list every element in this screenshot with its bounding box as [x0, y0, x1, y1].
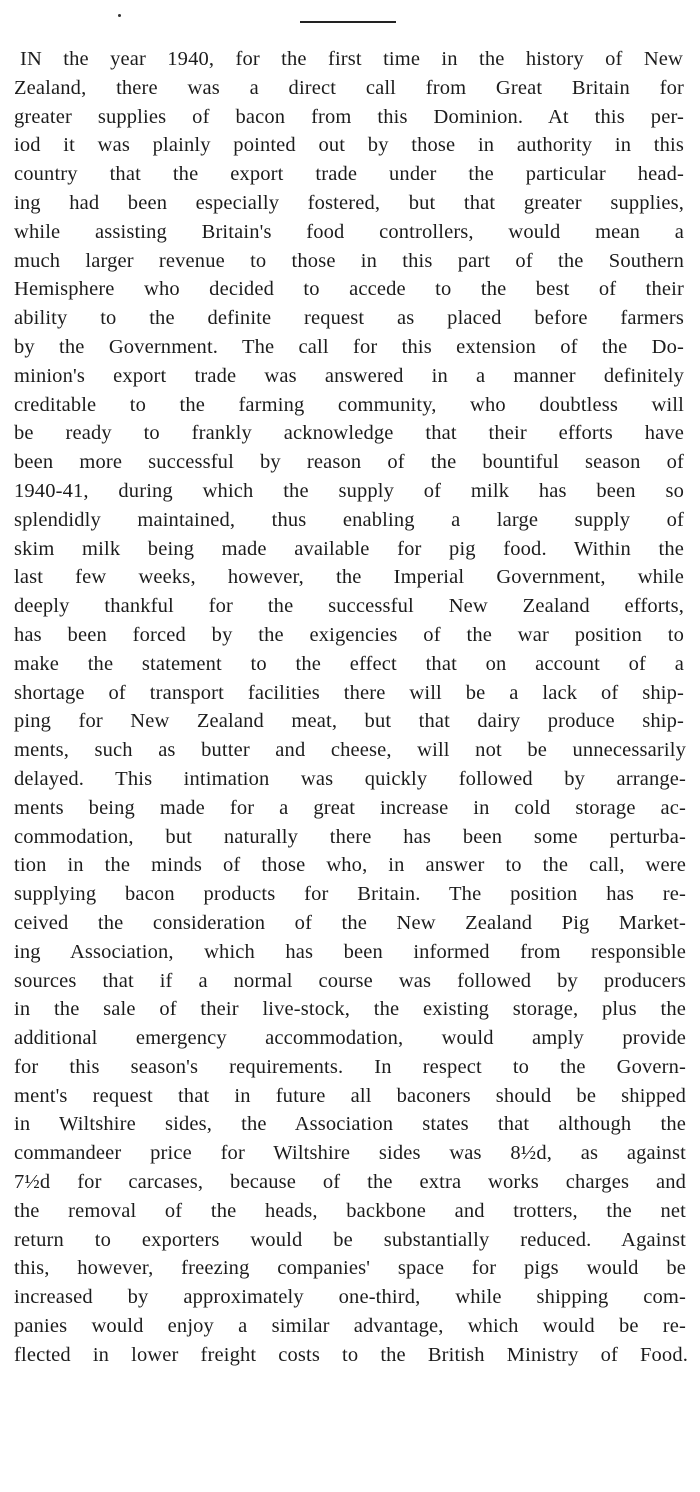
text-line: flected in lower freight costs to the British Ministry of Food. [14, 1343, 688, 1366]
text-line: panies would enjoy a similar advantage, which would be re- [14, 1315, 686, 1338]
text-line: ment's request that in future all baconers should be shipped [14, 1084, 686, 1107]
text-line: ments, such as butter and cheese, will not be unnecessarily [14, 739, 686, 762]
text-line: return to exporters would be substantially reduced. Against [14, 1228, 686, 1251]
text-line: commandeer price for Wiltshire sides was 8½d, as against [14, 1142, 686, 1165]
text-line: 7½d for carcases, because of the extra works charges and [14, 1171, 686, 1194]
section-divider-rule [300, 21, 396, 23]
text-line: much larger revenue to those in this part of the Southern [14, 249, 684, 272]
text-line: additional emergency accommodation, would amply provide [14, 1027, 686, 1050]
text-line: minion's export trade was answered in a manner definitely [14, 364, 684, 387]
text-line: commodation, but naturally there has been some perturba- [14, 825, 686, 848]
text-line: this, however, freezing companies' space for pigs would be [14, 1257, 686, 1280]
text-line: supplying bacon products for Britain. The position has re- [14, 883, 686, 906]
text-line: skim milk being made available for pig food. Within the [14, 537, 684, 560]
text-line: ceived the consideration of the New Zealand Pig Market- [14, 911, 686, 934]
text-line: make the statement to the effect that on account of a [14, 652, 684, 675]
text-line: deeply thankful for the successful New Zealand efforts, [14, 595, 684, 618]
ink-speck [118, 14, 121, 17]
text-line: tion in the minds of those who, in answer to the call, were [14, 854, 686, 877]
text-line: Zealand, there was a direct call from Great Britain for [14, 76, 684, 99]
text-line: been more successful by reason of the bountiful season of [14, 451, 684, 474]
text-line: 1940-41, during which the supply of milk has been so [14, 479, 684, 502]
text-line: shortage of transport facilities there will be a lack of ship- [14, 681, 684, 704]
text-line: Hemisphere who decided to accede to the best of their [14, 278, 684, 301]
text-line: splendidly maintained, thus enabling a large supply of [14, 508, 684, 531]
text-line: ing had been especially fostered, but that greater supplies, [14, 191, 684, 214]
text-line: ping for New Zealand meat, but that dairy produce ship- [14, 710, 684, 733]
text-line: iod it was plainly pointed out by those in authority in this [14, 134, 684, 157]
text-line: ing Association, which has been informed from responsible [14, 940, 686, 963]
text-line: by the Government. The call for this extension of the Do- [14, 335, 684, 358]
text-line: be ready to frankly acknowledge that their efforts have [14, 422, 684, 445]
text-line: increased by approximately one-third, while shipping com- [14, 1286, 686, 1309]
article-body [0, 45, 700, 1370]
text-line: creditable to the farming community, who doubtless will [14, 393, 684, 416]
text-line: for this season's requirements. In respect to the Govern- [14, 1055, 686, 1078]
text-line: greater supplies of bacon from this Dominion. At this per- [14, 105, 684, 128]
text-line: in Wiltshire sides, the Association states that although the [14, 1113, 686, 1136]
text-line: while assisting Britain's food controllers, would mean a [14, 220, 684, 243]
text-line: IN the year 1940, for the first time in the history of New [20, 48, 683, 70]
text-line: sources that if a normal course was followed by producers [14, 969, 686, 992]
text-line: ability to the definite request as placed before farmers [14, 307, 684, 330]
text-line: country that the export trade under the particular head- [14, 163, 684, 186]
text-line: last few weeks, however, the Imperial Government, while [14, 566, 684, 589]
text-line: has been forced by the exigencies of the war position to [14, 623, 684, 646]
text-line: delayed. This intimation was quickly followed by arrange- [14, 767, 686, 790]
text-line: ments being made for a great increase in cold storage ac- [14, 796, 686, 819]
text-line: in the sale of their live-stock, the existing storage, plus the [14, 998, 686, 1021]
text-line: the removal of the heads, backbone and trotters, the net [14, 1199, 686, 1222]
